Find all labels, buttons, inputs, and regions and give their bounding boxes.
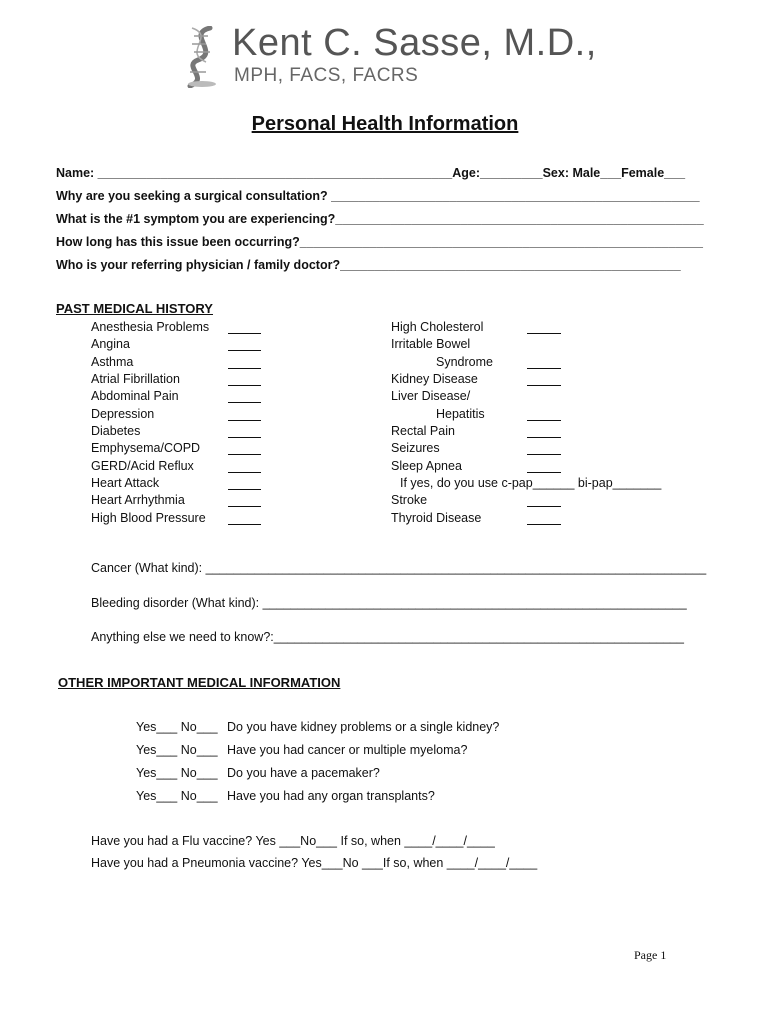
condition-label: Emphysema/COPD <box>91 441 201 455</box>
transplant-question: Have you had any organ transplants? <box>227 789 435 803</box>
condition-label: High Blood Pressure <box>91 511 206 525</box>
condition-label: Heart Arrhythmia <box>91 493 185 507</box>
doctor-credentials: MPH, FACS, FACRS <box>234 65 419 86</box>
condition-label: Liver Disease/ <box>391 389 471 403</box>
flu-vaccine-field[interactable]: Have you had a Flu vaccine? Yes ___No___ If so, when ____/____/____ <box>91 834 495 848</box>
condition-label: Stroke <box>391 493 428 507</box>
condition-blank[interactable] <box>228 420 261 421</box>
condition-blank[interactable] <box>228 437 261 438</box>
condition-blank[interactable] <box>527 506 561 507</box>
condition-label: High Cholesterol <box>391 320 484 334</box>
condition-label: Diabetes <box>91 424 141 438</box>
yes-no-blanks[interactable]: Yes___ No___ <box>136 789 218 803</box>
condition-label: Angina <box>91 337 130 351</box>
condition-label: Thyroid Disease <box>391 511 482 525</box>
condition-blank[interactable] <box>228 506 261 507</box>
condition-label: Depression <box>91 407 155 421</box>
condition-blank[interactable] <box>527 333 561 334</box>
condition-blank[interactable] <box>228 472 261 473</box>
condition-blank[interactable] <box>228 524 261 525</box>
yes-no-blanks[interactable]: Yes___ No___ <box>136 720 218 734</box>
condition-blank[interactable] <box>228 489 261 490</box>
condition-blank[interactable] <box>527 385 561 386</box>
reason-field[interactable]: Why are you seeking a surgical consultation? _____________________________________________________ <box>56 189 700 203</box>
condition-label: Abdominal Pain <box>91 389 179 403</box>
condition-blank[interactable] <box>527 420 561 421</box>
condition-blank[interactable] <box>527 524 561 525</box>
yes-no-blanks[interactable]: Yes___ No___ <box>136 766 218 780</box>
yes-no-blanks[interactable]: Yes___ No___ <box>136 743 218 757</box>
condition-blank[interactable] <box>228 333 261 334</box>
condition-label: Irritable Bowel <box>391 337 471 351</box>
doctor-name: Kent C. Sasse, M.D., <box>232 22 597 64</box>
condition-blank[interactable] <box>228 368 261 369</box>
condition-blank[interactable] <box>527 454 561 455</box>
condition-label: Anesthesia Problems <box>91 320 210 334</box>
condition-label: Hepatitis <box>436 407 485 421</box>
past-medical-history-heading: PAST MEDICAL HISTORY <box>56 301 213 316</box>
page-number: Page 1 <box>634 948 667 962</box>
pneumonia-vaccine-field[interactable]: Have you had a Pneumonia vaccine? Yes___No ___If so, when ____/____/____ <box>91 856 538 870</box>
condition-blank[interactable] <box>527 472 561 473</box>
condition-blank[interactable] <box>228 402 261 403</box>
condition-blank[interactable] <box>228 454 261 455</box>
bleeding-disorder-field[interactable]: Bleeding disorder (What kind): _____________________________________________________________ <box>91 596 687 610</box>
symptom-field[interactable]: What is the #1 symptom you are experiencing?_____________________________________________________ <box>56 212 704 226</box>
condition-label: Rectal Pain <box>391 424 455 438</box>
condition-blank[interactable] <box>228 350 261 351</box>
name-age-sex-field[interactable]: Name: ___________________________________________________Age:_________Sex: Male___Female___ <box>56 166 686 180</box>
anything-else-field[interactable]: Anything else we need to know?:___________________________________________________________ <box>91 630 684 644</box>
cancer-field[interactable]: Cancer (What kind): ________________________________________________________________________ <box>91 561 707 575</box>
condition-label: Heart Attack <box>91 476 160 490</box>
other-medical-info-heading: OTHER IMPORTANT MEDICAL INFORMATION <box>58 675 341 690</box>
condition-label: Sleep Apnea <box>391 459 462 473</box>
condition-label: Syndrome <box>436 355 493 369</box>
condition-blank[interactable] <box>527 368 561 369</box>
duration-field[interactable]: How long has this issue been occurring?__________________________________________________________ <box>56 235 703 249</box>
cancer-question: Have you had cancer or multiple myeloma? <box>227 743 468 757</box>
dna-helix-icon <box>180 26 226 88</box>
condition-label: Kidney Disease <box>391 372 478 386</box>
condition-label: GERD/Acid Reflux <box>91 459 194 473</box>
condition-blank[interactable] <box>228 385 261 386</box>
page-title: Personal Health Information <box>251 113 519 135</box>
kidney-question: Do you have kidney problems or a single kidney? <box>227 720 500 734</box>
condition-blank[interactable] <box>527 437 561 438</box>
condition-label: Atrial Fibrillation <box>91 372 180 386</box>
condition-label: Asthma <box>91 355 134 369</box>
condition-label: Seizures <box>391 441 440 455</box>
referring-physician-field[interactable]: Who is your referring physician / family doctor?_________________________________________________ <box>56 258 681 272</box>
cpap-bipap-field[interactable]: If yes, do you use c-pap______ bi-pap_______ <box>400 476 662 490</box>
pacemaker-question: Do you have a pacemaker? <box>227 766 380 780</box>
